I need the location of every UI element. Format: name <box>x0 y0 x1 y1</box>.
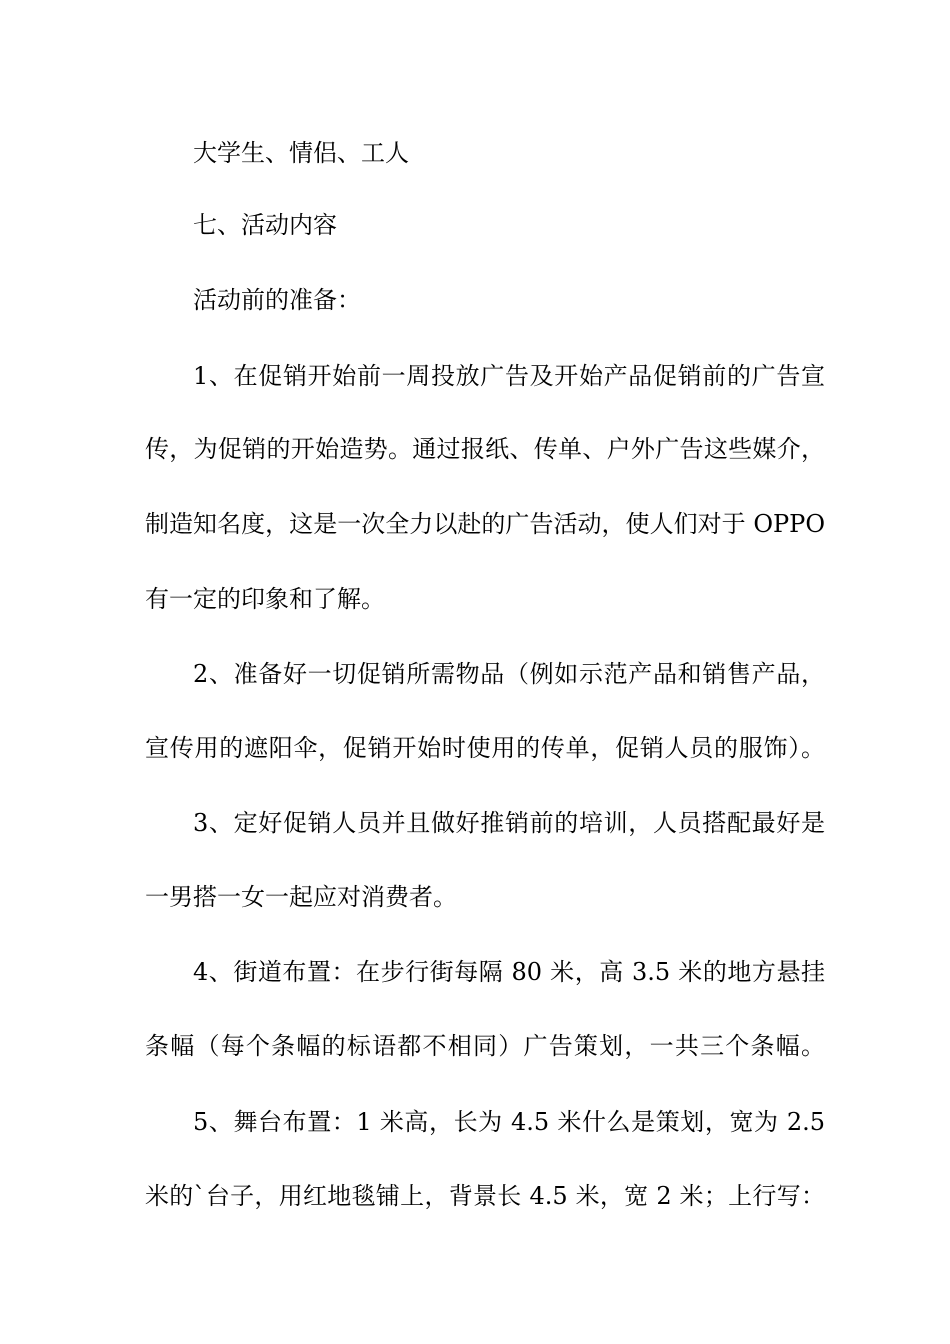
paragraph-4-line-1: 4、街道布置：在步行街每隔 80 米，高 3.5 米的地方悬挂 <box>193 958 825 986</box>
paragraph-2-line-1: 2、准备好一切促销所需物品（例如示范产品和销售产品， <box>193 660 825 688</box>
paragraph-2-line-2: 宣传用的遮阳伞，促销开始时使用的传单，促销人员的服饰）。 <box>145 734 825 762</box>
paragraph-1-line-4: 有一定的印象和了解。 <box>145 585 385 613</box>
paragraph-5-line-2: 米的`台子，用红地毯铺上，背景长 4.5 米，宽 2 米；上行写： <box>145 1182 825 1210</box>
section-heading: 七、活动内容 <box>193 211 337 239</box>
paragraph-3-line-2: 一男搭一女一起应对消费者。 <box>145 883 457 911</box>
paragraph-1-line-2: 传，为促销的开始造势。通过报纸、传单、户外广告这些媒介， <box>145 435 825 463</box>
paragraph-3-line-1: 3、定好促销人员并且做好推销前的培训，人员搭配最好是 <box>193 809 825 837</box>
paragraph-1-line-1: 1、在促销开始前一周投放广告及开始产品促销前的广告宣 <box>193 362 825 390</box>
paragraph-5-line-1: 5、舞台布置：1 米高，长为 4.5 米什么是策划，宽为 2.5 <box>193 1108 825 1136</box>
audience-list: 大学生、情侣、工人 <box>193 139 409 167</box>
paragraph-1-line-3: 制造知名度，这是一次全力以赴的广告活动，使人们对于 OPPO <box>145 510 825 538</box>
subheading: 活动前的准备： <box>193 286 361 314</box>
paragraph-4-line-2: 条幅（每个条幅的标语都不相同）广告策划，一共三个条幅。 <box>145 1032 825 1060</box>
